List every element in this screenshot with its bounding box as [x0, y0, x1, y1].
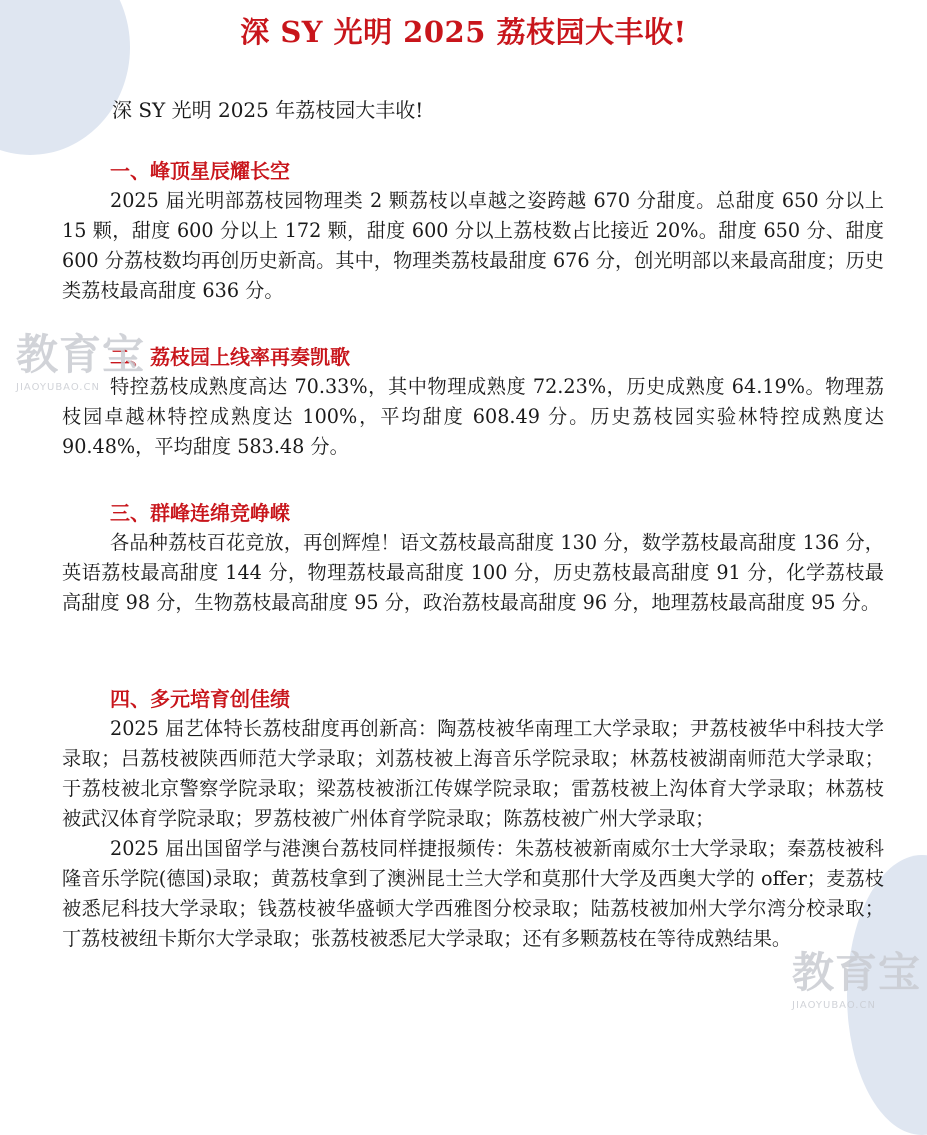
section-paragraph: 2025 届光明部荔枝园物理类 2 颗荔枝以卓越之姿跨越 670 分甜度。总甜度 650 分以上 15 颗，甜度 600 分以上 172 颗，甜度 600 分以上荔枝数占比接近 20%。甜度 650 分、甜度 600 分荔枝数均再创历史新高。其中，物理类荔枝最甜度 676 分，创光明部以来最高甜度；历史类荔枝最高甜度 636 分。	[62, 189, 884, 302]
watermark-name: 教育宝	[16, 330, 146, 379]
watermark-domain: JIAOYUBAO.CN	[16, 382, 100, 393]
page-title: 深 SY 光明 2025 荔枝园大丰收!	[240, 15, 687, 49]
section-peak-stars	[62, 156, 884, 306]
section-subject-scores	[62, 498, 884, 618]
section-paragraph: 各品种荔枝百花竞放，再创辉煌！语文荔枝最高甜度 130 分，数学荔枝最高甜度 136 分，英语荔枝最高甜度 144 分，物理荔枝最高甜度 100 分，历史荔枝最高甜度 91 分，化学荔枝最高甜度 98 分，生物荔枝最高甜度 95 分，政治荔枝最高甜度 96 分，地理荔枝最高甜度 95 分。	[62, 531, 884, 614]
section-paragraph: 2025 届艺体特长荔枝甜度再创新高：陶荔枝被华南理工大学录取；尹荔枝被华中科技大学录取；吕荔枝被陕西师范大学录取；刘荔枝被上海音乐学院录取；林荔枝被湖南师范大学录取；于荔枝被北京警察学院录取；梁荔枝被浙江传媒学院录取；雷荔枝被上沟体育大学录取；林荔枝被武汉体育学院录取；罗荔枝被广州体育学院录取；陈荔枝被广州大学录取；	[62, 717, 884, 830]
section-heading: 一、峰顶星辰耀长空	[110, 159, 290, 183]
section-heading: 二、荔枝园上线率再奏凯歌	[110, 345, 350, 369]
watermark-domain: JIAOYUBAO.CN	[792, 1000, 876, 1011]
section-paragraph: 2025 届出国留学与港澳台荔枝同样捷报频传：朱荔枝被新南威尔士大学录取；秦荔枝被科隆音乐学院(德国)录取；黄荔枝拿到了澳洲昆士兰大学和莫那什大学及西奥大学的 offer；麦荔枝被悉尼科技大学录取；钱荔枝被华盛顿大学西雅图分校录取；陆荔枝被加州大学尔湾分校录取；丁荔枝被纽卡斯尔大学录取；张荔枝被悉尼大学录取；还有多颗荔枝在等待成熟结果。	[62, 837, 884, 950]
section-paragraph: 特控荔枝成熟度高达 70.33%，其中物理成熟度 72.23%，历史成熟度 64.19%。物理荔枝园卓越林特控成熟度达 100%，平均甜度 608.49 分。历史荔枝园实验林特控成熟度达 90.48%，平均甜度 583.48 分。	[62, 375, 884, 458]
section-online-rate	[62, 342, 884, 462]
section-heading: 三、群峰连绵竞峥嵘	[110, 501, 290, 525]
section-heading: 四、多元培育创佳绩	[110, 687, 290, 711]
watermark-name: 教育宝	[792, 948, 922, 997]
intro-line: 深 SY 光明 2025 年荔枝园大丰收!	[112, 98, 424, 122]
section-diverse-cultivation	[62, 684, 884, 954]
